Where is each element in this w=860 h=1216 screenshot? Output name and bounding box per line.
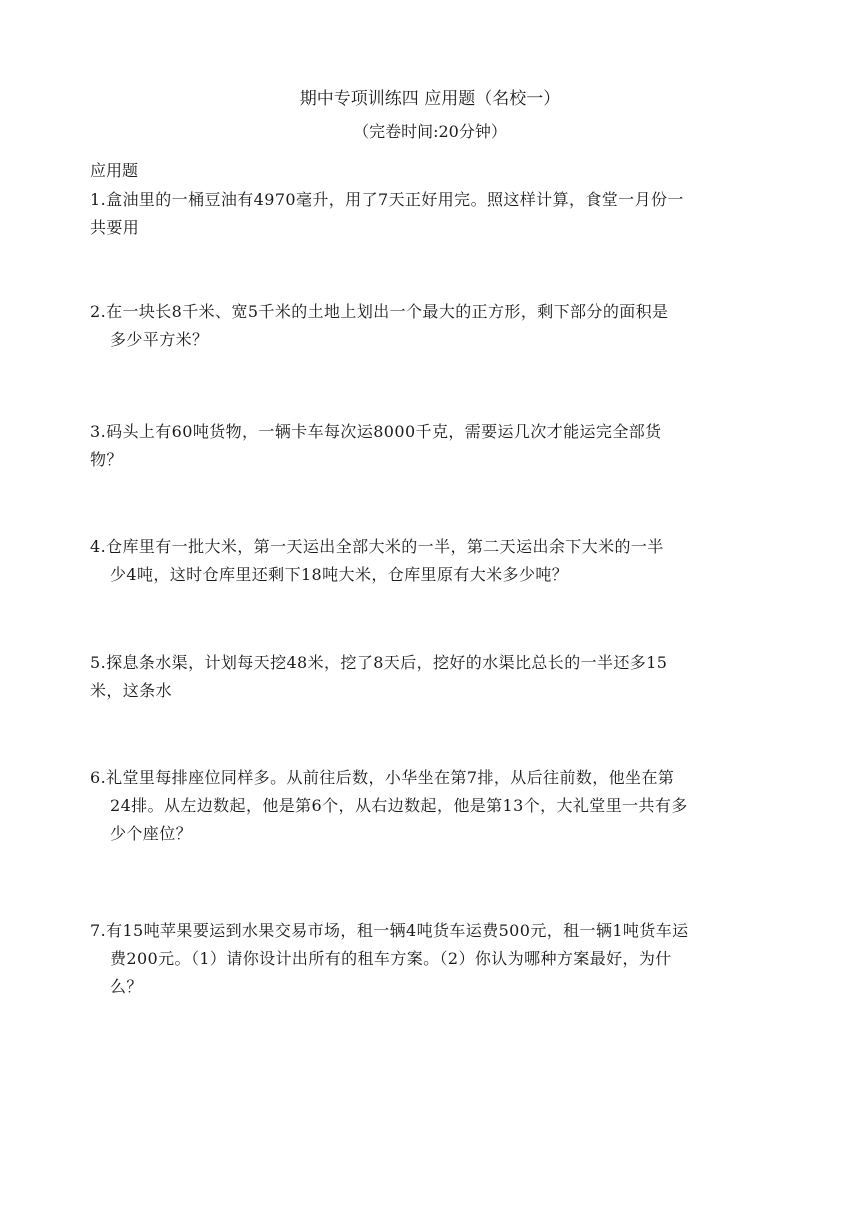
question-1	[90, 186, 770, 242]
question-line: 米，这条水	[90, 681, 173, 700]
question-line: 1.盒油里的一桶豆油有4970毫升，用了7天正好用完。照这样计算，食堂一月份一	[90, 190, 684, 209]
question-line: 6.礼堂里每排座位同样多。从前往后数，小华坐在第7排，从后往前数，他坐在第	[90, 768, 675, 787]
question-line: 4.仓库里有一批大米，第一天运出全部大米的一半，第二天运出余下大米的一半	[90, 537, 664, 556]
question-6	[90, 764, 770, 848]
question-3	[90, 418, 770, 474]
question-line: 费200元。（1）请你设计出所有的租车方案。（2）你认为哪种方案最好，为什	[110, 949, 672, 968]
question-line: 共要用	[90, 218, 140, 237]
question-4	[90, 533, 770, 589]
question-line: 5.探息条水渠，计划每天挖48米，挖了8天后，挖好的水渠比总长的一半还多15	[90, 653, 668, 672]
question-line: 7.有15吨苹果要运到水果交易市场，租一辆4吨货车运费500元，租一辆1吨货车运	[90, 921, 689, 940]
question-line: 少个座位？	[110, 824, 193, 843]
question-line: 多少平方米？	[110, 330, 209, 349]
question-2	[90, 298, 770, 354]
question-line: 么？	[110, 977, 143, 996]
question-line: 24排。从左边数起，他是第6个，从右边数起，他是第13个，大礼堂里一共有多	[110, 796, 688, 815]
question-line: 3.码头上有60吨货物，一辆卡车每次运8000千克，需要运几次才能运完全部货	[90, 422, 662, 441]
question-line: 2.在一块长8千米、宽5千米的土地上划出一个最大的正方形，剩下部分的面积是	[90, 302, 669, 321]
section-label: 应用题	[90, 161, 139, 180]
question-line: 物？	[90, 450, 123, 469]
time-limit-subtitle: （完卷时间:20分钟）	[353, 122, 507, 141]
page-title: 期中专项训练四 应用题（名校一）	[299, 89, 561, 109]
question-line: 少4吨，这时仓库里还剩下18吨大米，仓库里原有大米多少吨？	[110, 565, 569, 584]
question-5	[90, 649, 770, 705]
question-7	[90, 917, 770, 1001]
